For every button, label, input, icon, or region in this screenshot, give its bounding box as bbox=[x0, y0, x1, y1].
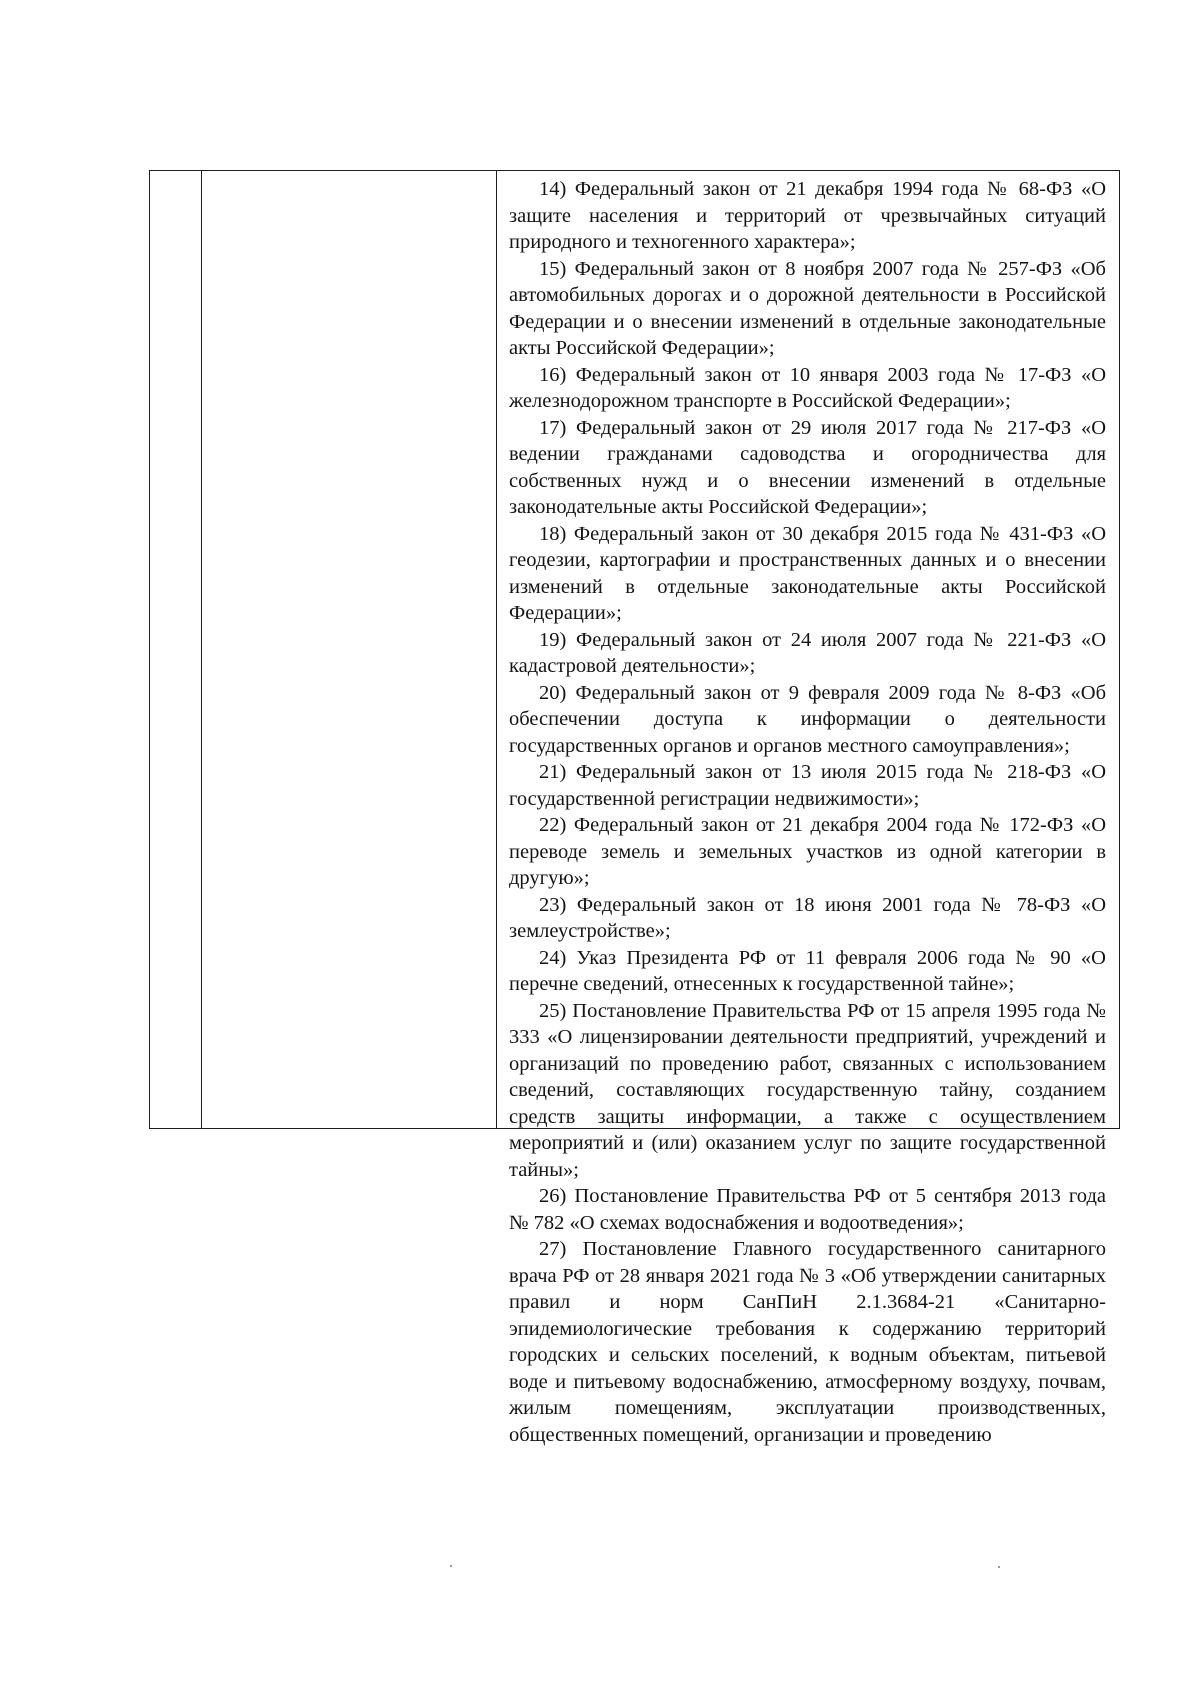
legal-acts-list bbox=[509, 176, 1106, 1448]
list-item: 17) Федеральный закон от 29 июля 2017 года № 217-ФЗ «О ведении гражданами садоводства и огородничества для собственных нужд и о внесении изменений в отдельные законодательные акты Российской Федерации»; bbox=[509, 416, 1106, 518]
scan-speck bbox=[450, 1565, 452, 1567]
list-item: 18) Федеральный закон от 30 декабря 2015 года № 431-ФЗ «О геодезии, картографии и пространственных данных и о внесении изменений в отдельные законодательные акты Российской Федерации»; bbox=[509, 522, 1106, 624]
list-item: 25) Постановление Правительства РФ от 15 апреля 1995 года № 333 «О лицензировании деятельности предприятий, учреждений и организаций по проведению работ, связанных с использованием сведений, составляющих государственную тайну, созданием средств защиты информации, а также с осуществлением мероприятий и (или) оказанием услуг по защите государственной тайны»; bbox=[509, 999, 1106, 1181]
list-item: 23) Федеральный закон от 18 июня 2001 года № 78-ФЗ «О землеустройстве»; bbox=[509, 893, 1106, 942]
document-table bbox=[149, 170, 1120, 1446]
list-item: 26) Постановление Правительства РФ от 5 сентября 2013 года № 782 «О схемах водоснабжения и водоотведения»; bbox=[509, 1185, 1106, 1234]
list-item: 22) Федеральный закон от 21 декабря 2004 года № 172-ФЗ «О переводе земель и земельных участков из одной категории в другую»; bbox=[509, 814, 1106, 889]
list-item: 15) Федеральный закон от 8 ноября 2007 года № 257-ФЗ «Об автомобильных дорогах и о дорожной деятельности в Российской Федерации и о внесении изменений в отдельные законодательные акты Российской Федерации»; bbox=[509, 257, 1106, 359]
list-item: 19) Федеральный закон от 24 июля 2007 года № 221-ФЗ «О кадастровой деятельности»; bbox=[509, 628, 1106, 677]
list-item: 20) Федеральный закон от 9 февраля 2009 года № 8-ФЗ «Об обеспечении доступа к информации о деятельности государственных органов и органов местного самоуправления»; bbox=[509, 681, 1106, 757]
column-divider bbox=[201, 171, 202, 1128]
scan-speck bbox=[998, 1566, 1000, 1568]
list-item: 16) Федеральный закон от 10 января 2003 года № 17-ФЗ «О железнодорожном транспорте в Российской Федерации»; bbox=[509, 363, 1106, 412]
column-divider bbox=[496, 171, 497, 1128]
list-item: 27) Постановление Главного государственного санитарного врача РФ от 28 января 2021 года № 3 «Об утверждении санитарных правил и норм СанПиН 2.1.3684-21 «Санитарно-эпидемиологические требования к содержанию территорий городских и сельских поселений, к водным объектам, питьевой воде и питьевому водоснабжению, атмосферному воздуху, почвам, жилым помещениям, эксплуатации производственных, общественных помещений, организации и проведению bbox=[509, 1238, 1106, 1446]
list-item: 21) Федеральный закон от 13 июля 2015 года № 218-ФЗ «О государственной регистрации недвижимости»; bbox=[509, 761, 1106, 810]
list-item: 14) Федеральный закон от 21 декабря 1994 года № 68-ФЗ «О защите населения и территорий от чрезвычайных ситуаций природного и техногенного характера»; bbox=[509, 178, 1106, 253]
list-item: 24) Указ Президента РФ от 11 февраля 2006 года № 90 «О перечне сведений, отнесенных к государственной тайне»; bbox=[509, 946, 1106, 995]
